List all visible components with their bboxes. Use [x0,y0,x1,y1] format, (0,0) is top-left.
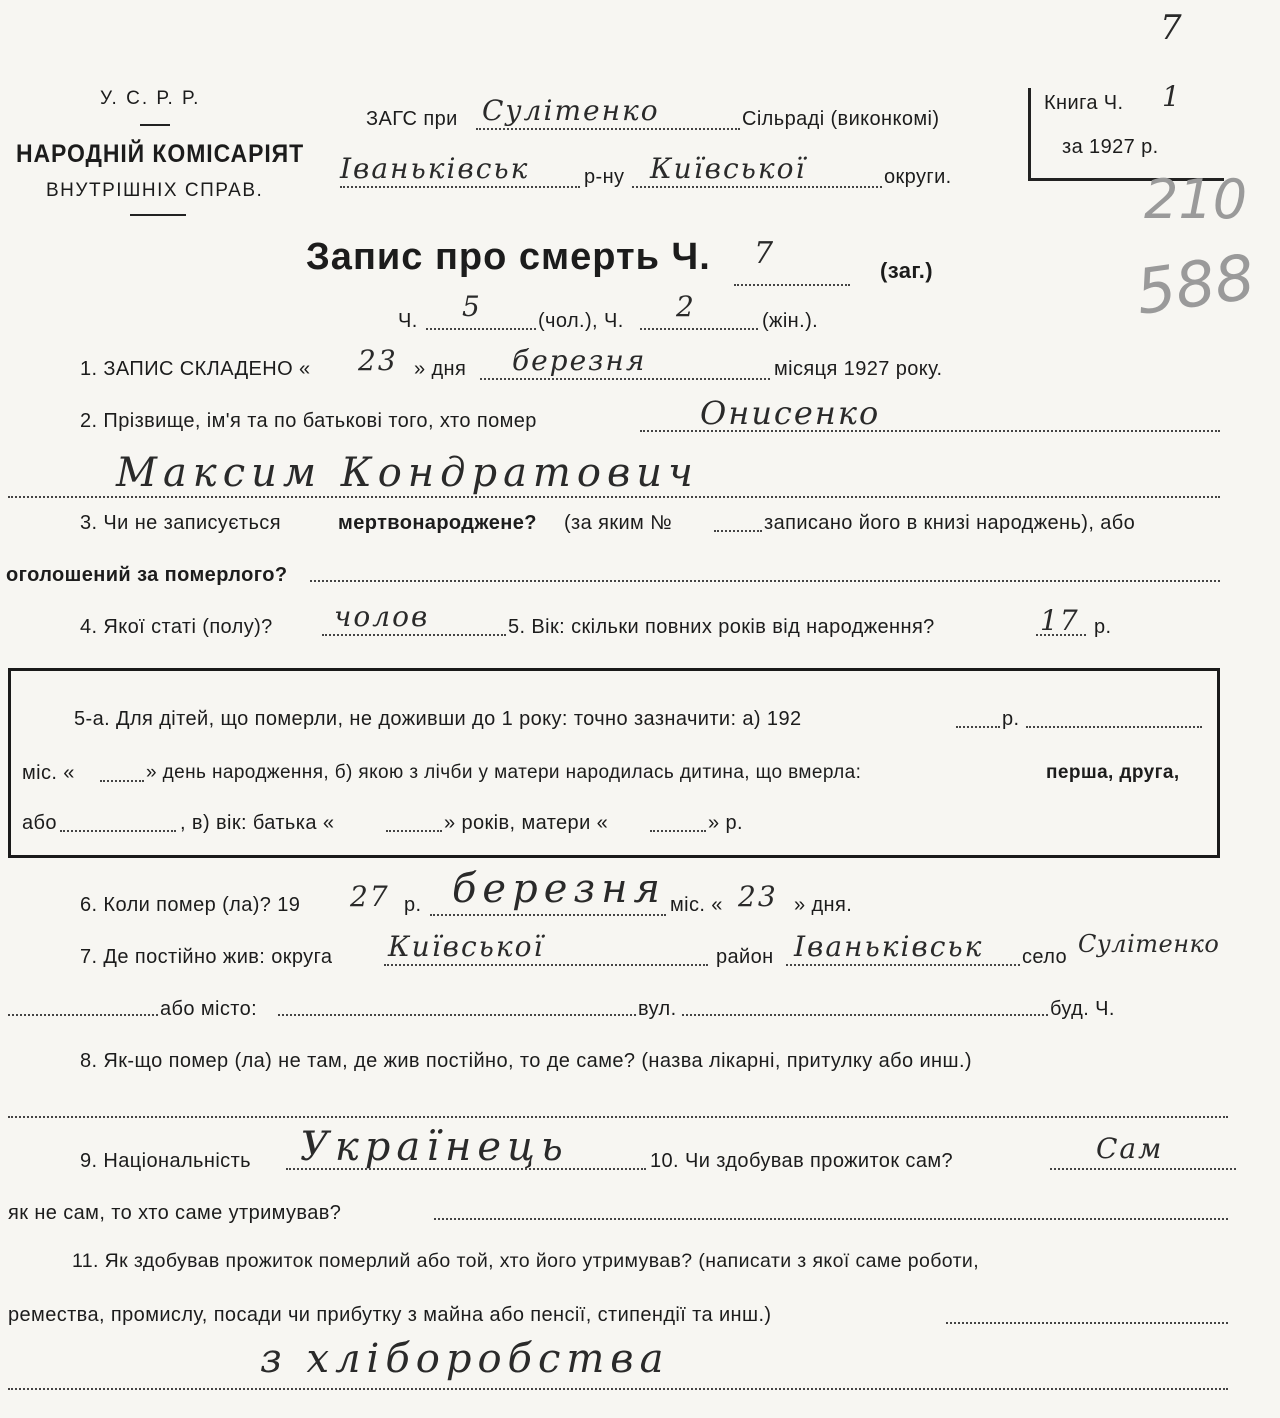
q9-dotline [286,1168,646,1170]
okrug-name: Київської [650,152,807,185]
q6-day-label: » дня. [794,894,853,916]
zags-village: Сулітенко [482,94,660,127]
q5-age: 17 [1040,604,1080,637]
q7-label: 7. Де постійно жив: округа [80,946,333,968]
q7-okrug: Київської [388,930,545,963]
q5-dotline [1036,634,1086,636]
q7-vul-label: вул. [638,998,677,1020]
q9-nationality: Українець [300,1124,569,1170]
q11-dotline [8,1388,1228,1390]
book-box-left [1028,88,1031,180]
district-name: Іваньківськ [340,152,530,185]
q4-label: 4. Якої статі (полу)? [80,616,273,638]
q5a-line2-bold: перша, друга, [1046,762,1180,783]
q11-line2: ремества, промислу, посади чи прибутку з майна або пенсії, стипендії та инш.) [8,1304,772,1326]
zags-dotline [476,128,740,130]
female-dotline [640,328,758,330]
q8-label: 8. Як-що помер (ла) не там, де жив постійно, то де саме? (назва лікарні, притулку або инш.) [80,1050,972,1072]
record-title: Запис про смерть Ч. [306,236,711,278]
q4-sex: чолов [334,600,430,633]
q11-line2-dotline [946,1322,1228,1324]
q7-line2-dotline [8,1014,158,1016]
male-dotline [426,328,536,330]
q3-dotline [310,580,1220,582]
header-ussr: У. С. Р. Р. [100,88,201,109]
okrug-dotline [632,186,882,188]
q5a-line3a: або [22,812,57,834]
zags-suffix: Сільраді (виконкомі) [742,108,940,130]
q10-support-dotline [434,1218,1228,1220]
q1-prefix: 1. ЗАПИС СКЛАДЕНО « [80,358,311,380]
district-dotline [340,186,580,188]
male-prefix: Ч. [398,310,418,332]
q5a-dotline [1026,726,1202,728]
book-label: Книга Ч. [1044,92,1124,114]
q7-misto-label: або місто: [160,998,258,1020]
q7-selo-label: село [1022,946,1068,968]
q7-raion-dotline [786,964,1020,966]
q7-misto-dotline [278,1014,636,1016]
q2-dotline [640,430,1220,432]
q7-raion-label: район [716,946,774,968]
record-number-dotline [734,284,850,286]
q5a-year-dotline [956,726,1000,728]
q7-okrug-dotline [384,964,708,966]
q1-day: 23 [358,344,398,377]
q5a-line3d: » р. [708,812,743,834]
q6-dotline [430,914,666,916]
header-divider [130,214,186,216]
q6-label: 6. Коли помер (ла)? 19 [80,894,301,916]
q8-dotline [8,1116,1228,1118]
q5a-line3b: , в) вік: батька « [180,812,335,834]
q11-line1: 11. Як здобував прожиток померлий або той, хто його утримував? (написати з якої саме роботи, [72,1250,980,1272]
q1-suffix: місяця 1927 року. [774,358,943,380]
q5a-line3c: » років, матери « [444,812,609,834]
q7-selo: Сулітенко [1078,930,1220,958]
q5a-father-dotline [386,830,442,832]
header-divider [140,124,170,126]
pencil-note: 588 [1131,240,1259,329]
q7-vul-dotline [682,1014,1048,1016]
q3-number-dotline [714,530,762,532]
book-number: 1 [1162,80,1182,113]
q6-month: березня [452,866,667,912]
q1-mid: » дня [414,358,467,380]
female-label: (жін.). [762,310,819,332]
q5-age-unit: р. [1094,616,1112,638]
q2-name: Максим Кондратович [116,450,699,496]
q5a-or-dotline [60,830,176,832]
header-department: ВНУТРІШНІХ СПРАВ. [46,180,264,201]
q5a-line1: 5-а. Для дітей, що померли, не доживши до 1 року: точно зазначити: а) 192 [74,708,802,730]
q3-declared-dead: оголошений за померлого? [6,564,288,586]
q7-raion: Іваньківськ [794,930,984,963]
q3-part3: записано його в книзі народжень), або [764,512,1136,534]
q11-occupation: з хліборобства [260,1336,670,1382]
q5a-day-dotline [100,780,144,782]
q5a-line2b: » день народження, б) якою з лічби у матери народилась дитина, що вмерла: [146,762,862,783]
q10-label: 10. Чи здобував прожиток сам? [650,1150,954,1172]
zags-prefix: ЗАГС при [366,108,458,130]
q1-month: березня [512,344,647,377]
q3-stillborn: мертвонароджене? [338,512,537,534]
q2-label: 2. Прізвище, ім'я та по батькові того, хто помер [80,410,537,432]
q3-part1: 3. Чи не записується [80,512,281,534]
male-count: 5 [462,290,482,323]
okrug-label: округи. [884,166,952,188]
q10-value: Сам [1096,1132,1164,1165]
female-count: 2 [676,290,696,323]
q10-support-label: як не сам, то хто саме утримував? [8,1202,342,1224]
book-year: за 1927 р. [1062,136,1159,158]
q6-day: 23 [738,880,778,913]
district-label: р-ну [584,166,625,188]
q1-dotline [480,378,770,380]
pencil-note: 210 [1144,168,1248,231]
corner-mark: 7 [1160,8,1184,48]
q9-label: 9. Національність [80,1150,251,1172]
header-commissariat: НАРОДНІЙ КОМІСАРІЯТ [16,140,305,168]
record-suffix: (заг.) [880,258,934,283]
q2-dotline [8,496,1220,498]
q4-dotline [322,634,506,636]
q6-year-unit: р. [404,894,422,916]
q5a-line1-end: р. [1002,708,1020,730]
q5a-line2a: міс. « [22,762,75,784]
q3-part2: (за яким № [564,512,673,534]
q5a-mother-dotline [650,830,706,832]
male-label: (чол.), Ч. [538,310,624,332]
q10-dotline [1050,1168,1236,1170]
record-number: 7 [754,236,776,271]
q7-bud-label: буд. Ч. [1050,998,1115,1020]
q6-year: 27 [350,880,390,913]
q2-surname: Онисенко [700,394,881,432]
q6-month-label: міс. « [670,894,723,916]
q5-label: 5. Вік: скільки повних років від народження? [508,616,935,638]
